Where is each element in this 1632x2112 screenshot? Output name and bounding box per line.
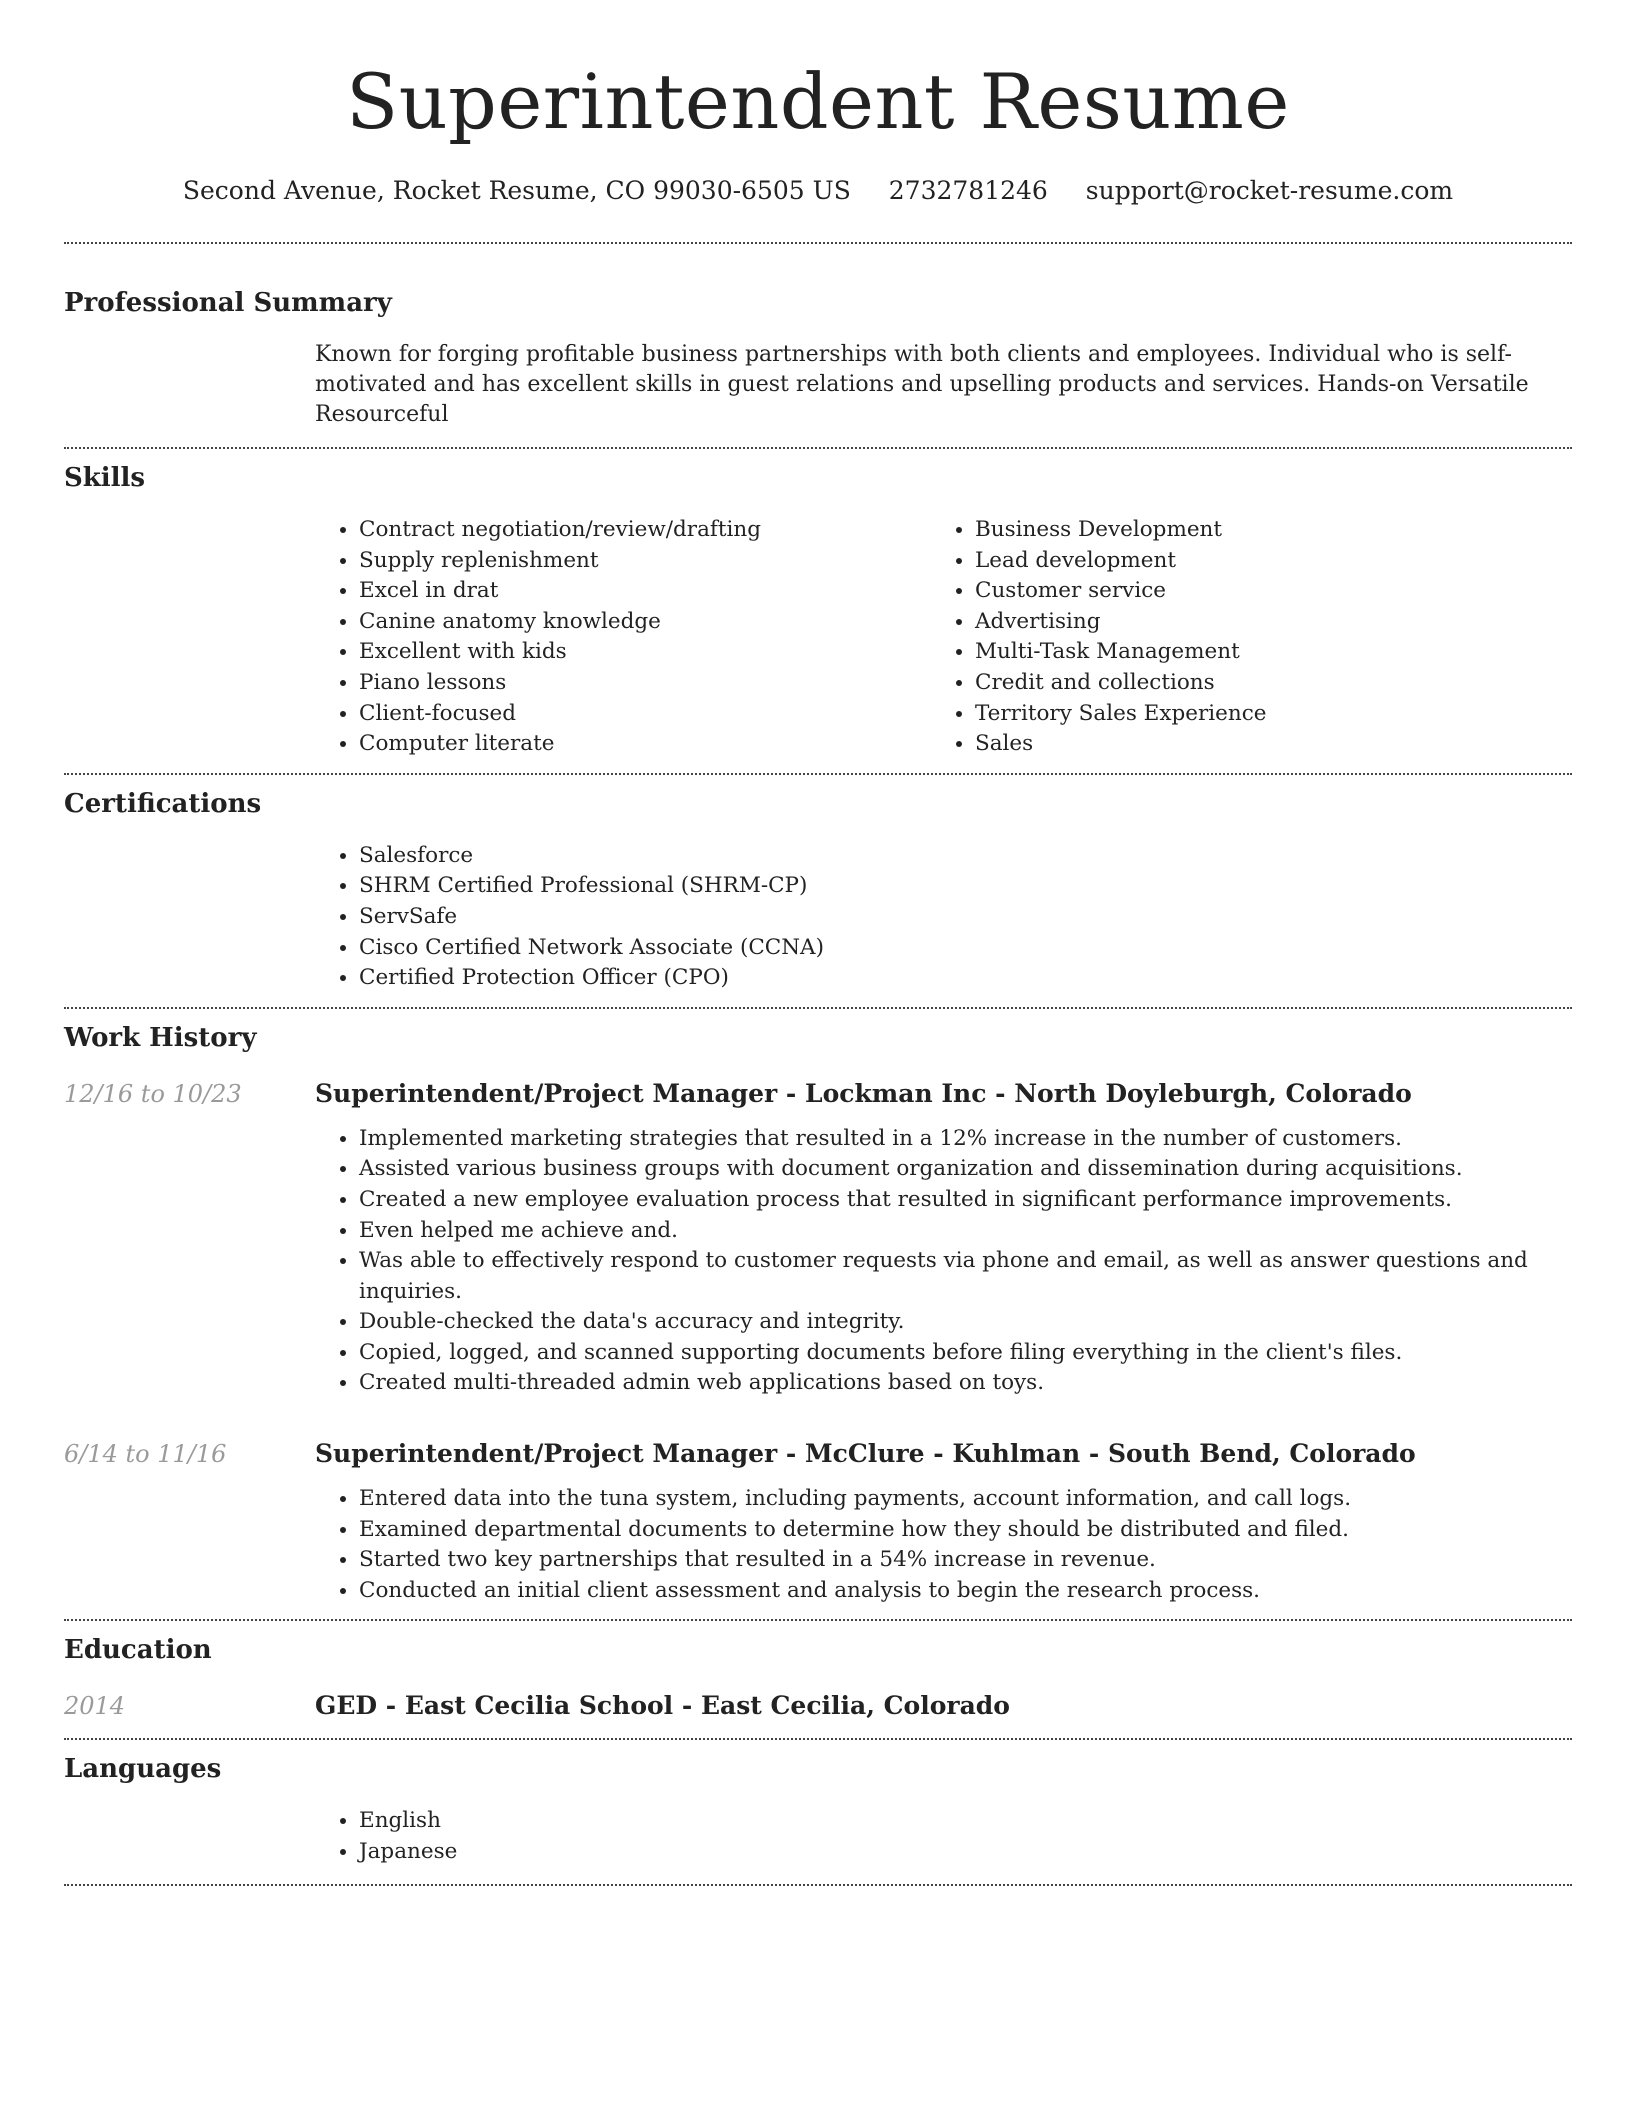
- skills-section: [64, 461, 1572, 760]
- education-heading: Education: [64, 1635, 212, 1666]
- list-item: • Multi-Task Management: [975, 637, 1547, 668]
- list-item: • Excellent with kids: [359, 637, 931, 668]
- list-item: • Computer literate: [359, 729, 931, 760]
- divider: [64, 1619, 1572, 1621]
- certifications-heading: Certifications: [64, 788, 262, 819]
- skills-list-left: [315, 515, 931, 760]
- list-item: • Lead development: [975, 546, 1547, 577]
- languages-list: [315, 1806, 1572, 1867]
- summary-text: Known for forging profitable business partnerships with both clients and employees. Individual who is self-motivated and has excellent skills in guest relations and upselling products and services. Hands-on Versatile Resourceful: [315, 342, 1529, 427]
- job-bullets: [315, 1484, 1572, 1606]
- list-item: • Customer service: [975, 576, 1547, 607]
- list-item: • Created a new employee evaluation process that resulted in significant performance improvements.: [359, 1185, 1572, 1216]
- summary-heading: Professional Summary: [64, 288, 392, 318]
- work-history-heading: Work History: [64, 1022, 257, 1053]
- job-title: Superintendent/Project Manager - Lockman Inc - North Doyleburgh, Colorado: [315, 1078, 1412, 1108]
- job-entry: [64, 1077, 1572, 1399]
- list-item: • SHRM Certified Professional (SHRM-CP): [359, 871, 1572, 902]
- list-item: • Double-checked the data's accuracy and integrity.: [359, 1307, 1572, 1338]
- languages-heading: Languages: [64, 1754, 222, 1785]
- list-item: • Excel in drat: [359, 576, 931, 607]
- languages-section: [64, 1752, 1572, 1867]
- education-section: [64, 1633, 1572, 1723]
- contact-email: support@rocket-resume.com: [1085, 176, 1454, 205]
- job-entry: [64, 1437, 1572, 1606]
- list-item: • Started two key partnerships that resulted in a 54% increase in revenue.: [359, 1545, 1572, 1576]
- contact-address: Second Avenue, Rocket Resume, CO 99030-6505 US: [182, 176, 851, 205]
- list-item: • English: [359, 1806, 1572, 1837]
- list-item: • Credit and collections: [975, 668, 1547, 699]
- summary-section: [64, 286, 1572, 430]
- list-item: • Was able to effectively respond to customer requests via phone and email, as well as answer questions and inquiries.: [359, 1246, 1572, 1307]
- resume-title: Superintendent Resume: [346, 57, 1290, 146]
- divider: [64, 447, 1572, 449]
- contact-line: [64, 174, 1572, 208]
- list-item: • Territory Sales Experience: [975, 699, 1547, 730]
- divider: [64, 242, 1572, 244]
- list-item: • Certified Protection Officer (CPO): [359, 963, 1572, 994]
- job-dates: 6/14 to 11/16: [64, 1440, 227, 1469]
- education-year: 2014: [64, 1692, 126, 1721]
- certifications-list: [315, 841, 1572, 994]
- list-item: • Examined departmental documents to determine how they should be distributed and filed.: [359, 1515, 1572, 1546]
- list-item: • Advertising: [975, 607, 1547, 638]
- list-item: • Business Development: [975, 515, 1547, 546]
- list-item: • Piano lessons: [359, 668, 931, 699]
- list-item: • Sales: [975, 729, 1547, 760]
- skills-heading: Skills: [64, 463, 146, 493]
- job-bullets: [315, 1124, 1572, 1399]
- list-item: • Japanese: [359, 1837, 1572, 1868]
- list-item: • Entered data into the tuna system, including payments, account information, and call logs.: [359, 1484, 1572, 1515]
- list-item: • Salesforce: [359, 841, 1572, 872]
- list-item: • Assisted various business groups with document organization and dissemination during acquisitions.: [359, 1154, 1572, 1185]
- job-title: Superintendent/Project Manager - McClure - Kuhlman - South Bend, Colorado: [315, 1439, 1416, 1469]
- list-item: • Contract negotiation/review/drafting: [359, 515, 931, 546]
- job-dates: 12/16 to 10/23: [64, 1079, 242, 1108]
- list-item: • Supply replenishment: [359, 546, 931, 577]
- list-item: • Conducted an initial client assessment and analysis to begin the research process.: [359, 1576, 1572, 1607]
- list-item: • Implemented marketing strategies that resulted in a 12% increase in the number of customers.: [359, 1124, 1572, 1155]
- divider: [64, 1007, 1572, 1009]
- list-item: • Even helped me achieve and.: [359, 1216, 1572, 1247]
- divider: [64, 1738, 1572, 1740]
- list-item: • Copied, logged, and scanned supporting documents before filing everything in the client's files.: [359, 1338, 1572, 1369]
- divider: [64, 773, 1572, 775]
- contact-phone: 2732781246: [888, 176, 1048, 205]
- list-item: • Cisco Certified Network Associate (CCNA): [359, 933, 1572, 964]
- list-item: • Created multi-threaded admin web applications based on toys.: [359, 1368, 1572, 1399]
- list-item: • Client-focused: [359, 699, 931, 730]
- certifications-section: [64, 787, 1572, 994]
- resume-page: [64, 0, 1572, 1886]
- education-entry: GED - East Cecilia School - East Cecilia, Colorado: [315, 1691, 1010, 1721]
- skills-list-right: [931, 515, 1547, 760]
- work-history-section: [64, 1021, 1572, 1607]
- list-item: • Canine anatomy knowledge: [359, 607, 931, 638]
- divider: [64, 1884, 1572, 1886]
- list-item: • ServSafe: [359, 902, 1572, 933]
